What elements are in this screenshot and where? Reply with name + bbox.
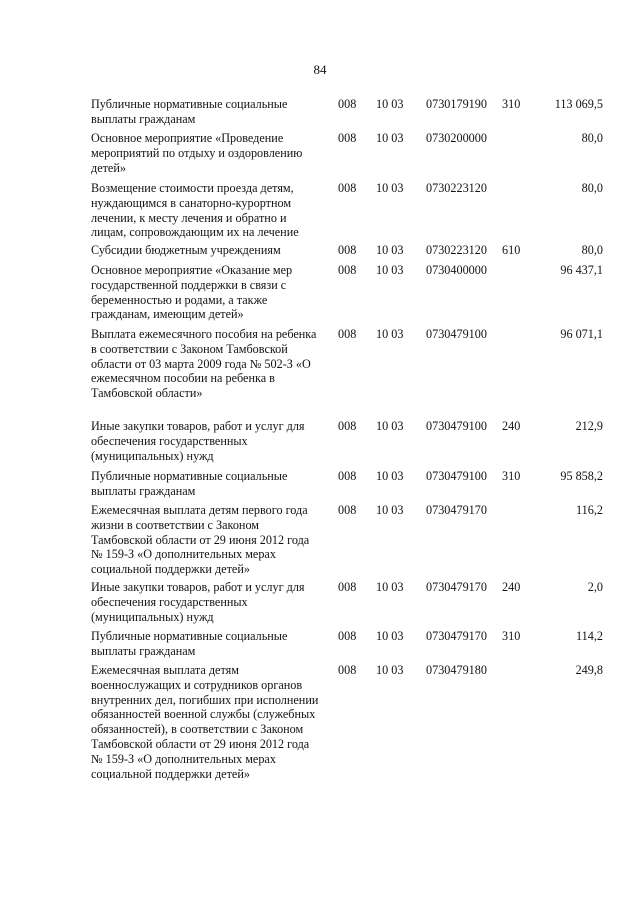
row-name: Ежемесячная выплата детям военнослужащих и сотрудников органов внутренних дел, погибших при исполнении обязанностей военной службы (служебных обязанностей), в соответствии с Законом Тамбовской области от 29 июня 2012 года № 159-З «О дополнительных мерах социальной поддержки детей» bbox=[91, 663, 319, 781]
row-csr: 0730479100 bbox=[426, 419, 487, 433]
row-vr: 240 bbox=[502, 580, 521, 594]
row-csr: 0730223120 bbox=[426, 181, 487, 195]
row-grbs: 008 bbox=[338, 663, 357, 677]
row-vr: 240 bbox=[502, 419, 521, 433]
row-csr: 0730400000 bbox=[426, 263, 487, 277]
row-csr: 0730479170 bbox=[426, 503, 487, 517]
row-grbs: 008 bbox=[338, 503, 357, 517]
row-grbs: 008 bbox=[338, 243, 357, 257]
row-sum: 80,0 bbox=[581, 243, 603, 257]
row-name: Возмещение стоимости проезда детям, нуждающимся в санаторно-курортном лечении, к месту лечения и обратно и лицам, сопровождающим их на лечение bbox=[91, 181, 299, 240]
row-vr: 610 bbox=[502, 243, 521, 257]
row-grbs: 008 bbox=[338, 469, 357, 483]
row-name: Основное мероприятие «Проведение мероприятий по отдыху и оздоровлению детей» bbox=[91, 131, 303, 175]
row-csr: 0730200000 bbox=[426, 131, 487, 145]
row-razdel: 10 03 bbox=[376, 419, 404, 433]
row-csr: 0730479100 bbox=[426, 327, 487, 341]
row-sum: 113 069,5 bbox=[554, 97, 603, 111]
row-csr: 0730223120 bbox=[426, 243, 487, 257]
row-sum: 80,0 bbox=[581, 181, 603, 195]
row-name: Публичные нормативные социальные выплаты гражданам bbox=[91, 469, 288, 498]
row-sum: 249,8 bbox=[575, 663, 603, 677]
row-razdel: 10 03 bbox=[376, 469, 404, 483]
row-grbs: 008 bbox=[338, 263, 357, 277]
row-csr: 0730479100 bbox=[426, 469, 487, 483]
row-sum: 96 071,1 bbox=[560, 327, 603, 341]
row-razdel: 10 03 bbox=[376, 663, 404, 677]
row-razdel: 10 03 bbox=[376, 263, 404, 277]
row-grbs: 008 bbox=[338, 580, 357, 594]
row-name: Иные закупки товаров, работ и услуг для обеспечения государственных (муниципальных) нужд bbox=[91, 580, 305, 624]
row-sum: 96 437,1 bbox=[560, 263, 603, 277]
row-razdel: 10 03 bbox=[376, 503, 404, 517]
row-razdel: 10 03 bbox=[376, 181, 404, 195]
row-vr: 310 bbox=[502, 97, 521, 111]
row-grbs: 008 bbox=[338, 419, 357, 433]
row-razdel: 10 03 bbox=[376, 243, 404, 257]
row-name: Иные закупки товаров, работ и услуг для обеспечения государственных (муниципальных) нужд bbox=[91, 419, 305, 463]
row-name: Ежемесячная выплата детям первого года жизни в соответствии с Законом Тамбовской области от 29 июня 2012 года № 159-З «О дополнительных мерах социальной поддержки детей» bbox=[91, 503, 310, 577]
row-grbs: 008 bbox=[338, 327, 357, 341]
row-razdel: 10 03 bbox=[376, 629, 404, 643]
row-name: Публичные нормативные социальные выплаты гражданам bbox=[91, 629, 288, 658]
row-razdel: 10 03 bbox=[376, 131, 404, 145]
row-sum: 80,0 bbox=[581, 131, 603, 145]
row-csr: 0730479170 bbox=[426, 580, 487, 594]
page-number: 84 bbox=[313, 62, 327, 77]
row-razdel: 10 03 bbox=[376, 97, 404, 111]
row-name: Выплата ежемесячного пособия на ребенка в соответствии с Законом Тамбовской области от 03 марта 2009 года № 502-З «О ежемесячном пособии на ребенка в Тамбовской области» bbox=[91, 327, 317, 401]
row-grbs: 008 bbox=[338, 181, 357, 195]
row-sum: 116,2 bbox=[576, 503, 603, 517]
row-grbs: 008 bbox=[338, 131, 357, 145]
row-sum: 95 858,2 bbox=[560, 469, 603, 483]
row-vr: 310 bbox=[502, 629, 521, 643]
row-sum: 2,0 bbox=[587, 580, 603, 594]
row-razdel: 10 03 bbox=[376, 327, 404, 341]
row-name: Субсидии бюджетным учреждениям bbox=[91, 243, 281, 257]
row-sum: 212,9 bbox=[575, 419, 603, 433]
row-grbs: 008 bbox=[338, 97, 357, 111]
row-csr: 0730179190 bbox=[426, 97, 487, 111]
row-razdel: 10 03 bbox=[376, 580, 404, 594]
row-name: Основное мероприятие «Оказание мер государственной поддержки в связи с беременностью и родами, а также гражданам, имеющим детей» bbox=[91, 263, 293, 322]
row-grbs: 008 bbox=[338, 629, 357, 643]
row-sum: 114,2 bbox=[576, 629, 603, 643]
row-csr: 0730479170 bbox=[426, 629, 487, 643]
row-vr: 310 bbox=[502, 469, 521, 483]
row-name: Публичные нормативные социальные выплаты гражданам bbox=[91, 97, 288, 126]
row-csr: 0730479180 bbox=[426, 663, 487, 677]
